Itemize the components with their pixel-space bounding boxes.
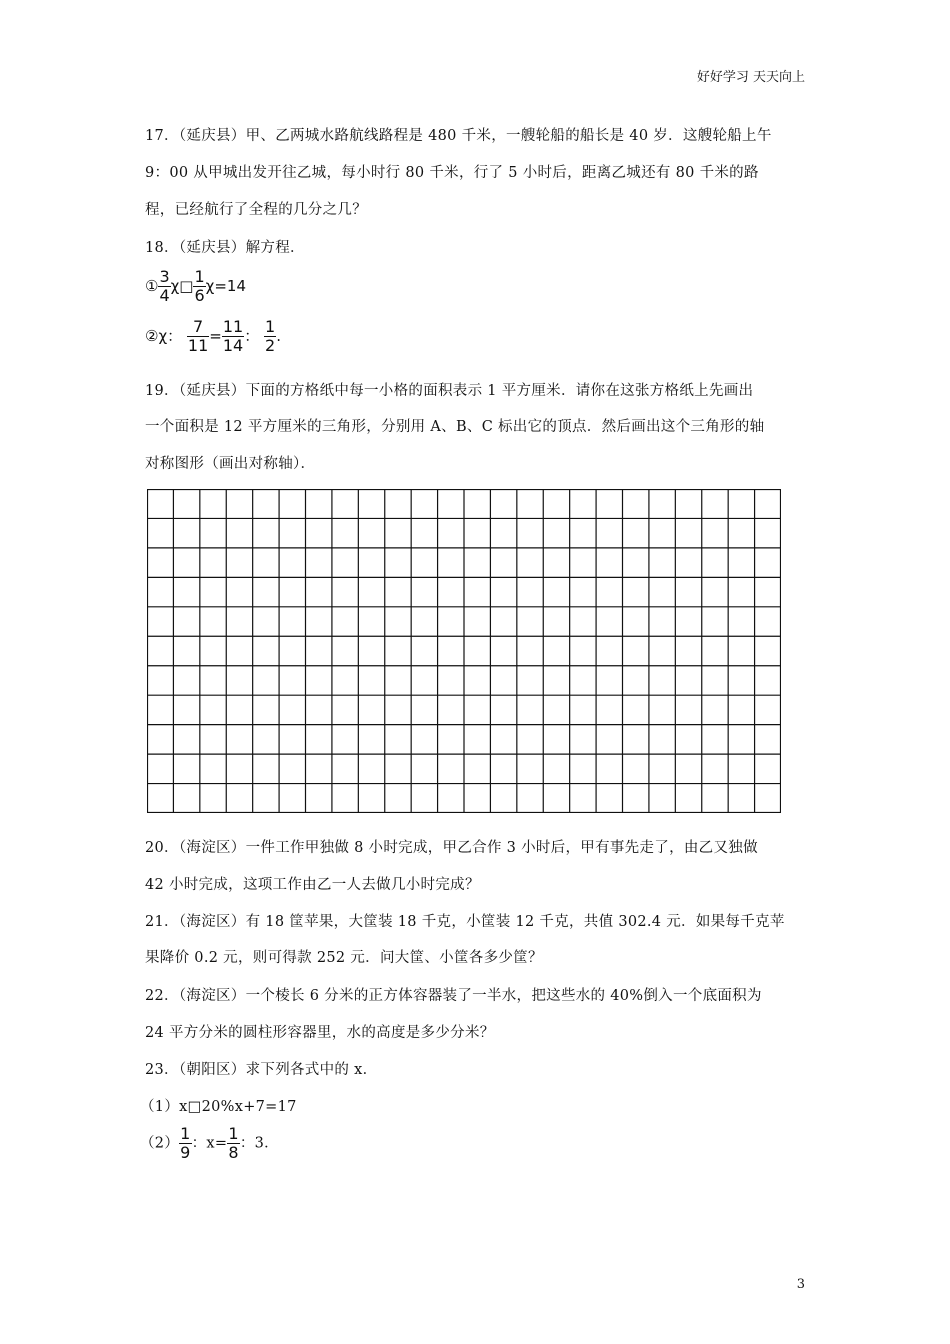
q23-title: 23．（朝阳区）求下列各式中的 x． — [145, 1062, 378, 1078]
q23-eq2-end: ：3． — [239, 1135, 279, 1152]
q19-line-2: 一个面积是 12 平方厘米的三角形，分别用 A、B、C 标出它的顶点．然后画出这个三角形的轴 — [145, 419, 765, 435]
q17-line-2: 9：00 从甲城出发开往乙城，每小时行 80 千米，行了 5 小时后，距离乙城还有 80 千米的路 — [145, 165, 759, 181]
q22-line-1: 22．（海淀区）一个棱长 6 分米的正方体容器装了一半水，把这些水的 40%倒入一个底面积为 — [145, 988, 762, 1004]
q23-equation-2 — [140, 1125, 279, 1162]
q23-eq2-mid: ：x= — [191, 1135, 228, 1152]
q23-equation-1: （1）x□20%x+7=17 — [140, 1099, 297, 1115]
q18-eq1-tail: χ=14 — [205, 277, 246, 295]
q19-line-3: 对称图形（画出对称轴）． — [145, 456, 316, 472]
q18-eq2-var: χ： — [158, 327, 183, 345]
q18-equation-1 — [145, 268, 246, 305]
q23-eq2-label: （2） — [140, 1135, 180, 1152]
q18-eq2-end: . — [276, 327, 281, 345]
q21-line-1: 21．（海淀区）有 18 筐苹果，大筐装 18 千克，小筐装 12 千克，共值 302.4 元．如果每千克苹 — [145, 914, 785, 930]
q20-line-2: 42 小时完成，这项工作由乙一人去做几小时完成？ — [145, 877, 480, 893]
fraction-7-11: $\frac{7}{11}$ — [187, 317, 209, 355]
fraction-1-6: $\frac{1}{6}$ — [194, 267, 205, 305]
square-grid-paper — [147, 489, 781, 813]
q22-line-2: 24 平方分米的圆柱形容器里，水的高度是多少分米？ — [145, 1025, 495, 1041]
q18-equation-2 — [145, 318, 281, 355]
fraction-11-14: $\frac{11}{14}$ — [222, 317, 244, 355]
fraction-3-4: $\frac{3}{4}$ — [159, 267, 170, 305]
q18-eq1-label: ① — [145, 277, 159, 295]
page-header-slogan: 好好学习 天天向上 — [696, 70, 805, 85]
q18-eq1-var: χ□ — [170, 277, 194, 295]
page-number: 3 — [796, 1277, 805, 1292]
q20-line-1: 20．（海淀区）一件工作甲独做 8 小时完成，甲乙合作 3 小时后，甲有事先走了，由乙又独做 — [145, 840, 758, 856]
q18-title: 18．（延庆县）解方程． — [145, 240, 305, 256]
fraction-1-8: $\frac{1}{8}$ — [228, 1124, 239, 1162]
q17-line-1: 17．（延庆县）甲、乙两城水路航线路程是 480 千米，一艘轮船的船长是 40 岁．这艘轮船上午 — [145, 128, 772, 144]
q21-line-2: 果降价 0.2 元，则可得款 252 元．问大筐、小筐各多少筐？ — [145, 950, 543, 966]
q17-line-3: 程，已经航行了全程的几分之几？ — [145, 202, 367, 218]
fraction-1-9: $\frac{1}{9}$ — [180, 1124, 191, 1162]
q18-eq2-label: ② — [145, 327, 159, 345]
q18-eq2-op: = — [209, 327, 222, 345]
q18-eq2-colon: ： — [244, 327, 260, 345]
q19-line-1: 19．（延庆县）下面的方格纸中每一小格的面积表示 1 平方厘米．请你在这张方格纸上先画出 — [145, 383, 754, 399]
fraction-1-2: $\frac{1}{2}$ — [265, 317, 276, 355]
